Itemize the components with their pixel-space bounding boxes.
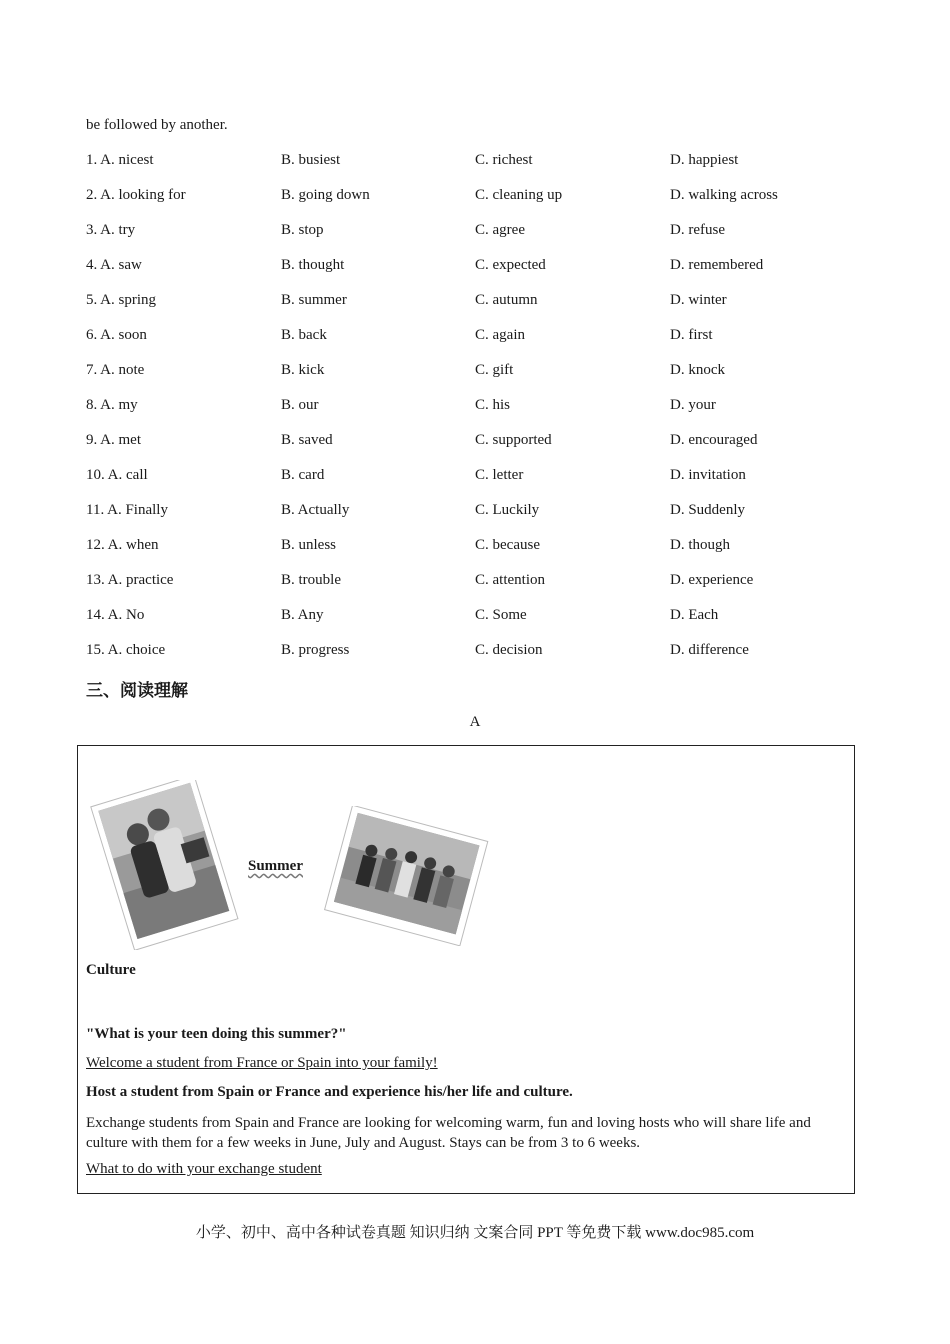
option-c: C. expected — [475, 257, 546, 273]
option-a: 9. A. met — [86, 432, 141, 448]
option-row — [86, 642, 886, 677]
option-c: C. letter — [475, 467, 524, 483]
group-photo-image — [314, 806, 494, 946]
option-b: B. stop — [281, 222, 324, 238]
option-row — [86, 362, 886, 397]
option-a: 15. A. choice — [86, 642, 166, 658]
option-a: 3. A. try — [86, 222, 136, 238]
option-b: B. thought — [281, 257, 345, 273]
option-row — [86, 187, 886, 222]
option-row — [86, 432, 886, 467]
option-a: 10. A. call — [86, 467, 148, 483]
section-heading: 三、阅读理解 — [86, 681, 188, 701]
option-c: C. Some — [475, 607, 527, 623]
option-c: C. his — [475, 397, 511, 413]
option-a: 2. A. looking for — [86, 187, 186, 203]
option-a: 14. A. No — [86, 607, 145, 623]
option-a: 5. A. spring — [86, 292, 157, 308]
option-b: B. busiest — [281, 152, 341, 168]
option-d: D. refuse — [670, 222, 725, 238]
passage-letter: A — [469, 714, 481, 730]
option-b: B. back — [281, 327, 327, 343]
passage-box — [77, 745, 855, 1194]
option-b: B. unless — [281, 537, 337, 553]
option-c: C. decision — [475, 642, 543, 658]
option-c: C. again — [475, 327, 525, 343]
option-b: B. card — [281, 467, 325, 483]
option-d: D. first — [670, 327, 713, 343]
option-b: B. Any — [281, 607, 324, 623]
option-row — [86, 257, 886, 292]
option-d: D. walking across — [670, 187, 778, 203]
option-a: 6. A. soon — [86, 327, 147, 343]
summer-heading: Summer — [248, 858, 303, 874]
option-c: C. cleaning up — [475, 187, 563, 203]
option-d: D. difference — [670, 642, 749, 658]
option-d: D. winter — [670, 292, 727, 308]
option-row — [86, 467, 886, 502]
option-b: B. progress — [281, 642, 350, 658]
option-d: D. invitation — [670, 467, 746, 483]
host-heading: Host a student from Spain or France and experience his/her life and culture. — [86, 1084, 573, 1100]
option-row — [86, 572, 886, 607]
option-b: B. kick — [281, 362, 325, 378]
option-a: 7. A. note — [86, 362, 145, 378]
option-d: D. experience — [670, 572, 754, 588]
option-a: 13. A. practice — [86, 572, 174, 588]
option-c: C. autumn — [475, 292, 538, 308]
option-b: B. our — [281, 397, 319, 413]
option-row — [86, 152, 886, 187]
option-row — [86, 222, 886, 257]
option-d: D. Each — [670, 607, 719, 623]
welcome-subheading: Welcome a student from France or Spain into your family! — [86, 1055, 438, 1071]
option-d: D. Suddenly — [670, 502, 745, 518]
exchange-paragraph: Exchange students from Spain and France are looking for welcoming warm, fun and loving hosts who will share life and culture with them for a few weeks in June, July and August. Stays can be from 3 to 6 weeks. — [86, 1115, 811, 1151]
option-row — [86, 292, 886, 327]
option-row — [86, 607, 886, 642]
option-d: D. though — [670, 537, 730, 553]
option-c: C. because — [475, 537, 540, 553]
option-row — [86, 537, 886, 572]
option-row — [86, 397, 886, 432]
option-a: 1. A. nicest — [86, 152, 154, 168]
option-a: 11. A. Finally — [86, 502, 168, 518]
option-c: C. supported — [475, 432, 552, 448]
culture-heading: Culture — [86, 962, 136, 978]
option-a: 12. A. when — [86, 537, 159, 553]
answer-options-list — [86, 152, 886, 677]
option-d: D. encouraged — [670, 432, 758, 448]
option-d: D. knock — [670, 362, 725, 378]
option-b: B. going down — [281, 187, 370, 203]
option-c: C. richest — [475, 152, 533, 168]
family-photo-image — [86, 780, 241, 950]
option-c: C. agree — [475, 222, 525, 238]
quote-heading: "What is your teen doing this summer?" — [86, 1026, 347, 1042]
option-d: D. happiest — [670, 152, 739, 168]
option-b: B. trouble — [281, 572, 341, 588]
what-to-do-subheading: What to do with your exchange student — [86, 1161, 322, 1177]
option-c: C. attention — [475, 572, 545, 588]
option-c: C. Luckily — [475, 502, 540, 518]
option-a: 8. A. my — [86, 397, 138, 413]
footer-text: 小学、初中、高中各种试卷真题 知识归纳 文案合同 PPT 等免费下载 www.doc985.com — [195, 1225, 755, 1241]
intro-text: be followed by another. — [86, 117, 228, 133]
option-b: B. saved — [281, 432, 333, 448]
option-c: C. gift — [475, 362, 514, 378]
option-d: D. remembered — [670, 257, 764, 273]
option-b: B. summer — [281, 292, 347, 308]
option-row — [86, 502, 886, 537]
option-d: D. your — [670, 397, 716, 413]
option-row — [86, 327, 886, 362]
option-a: 4. A. saw — [86, 257, 142, 273]
option-b: B. Actually — [281, 502, 350, 518]
